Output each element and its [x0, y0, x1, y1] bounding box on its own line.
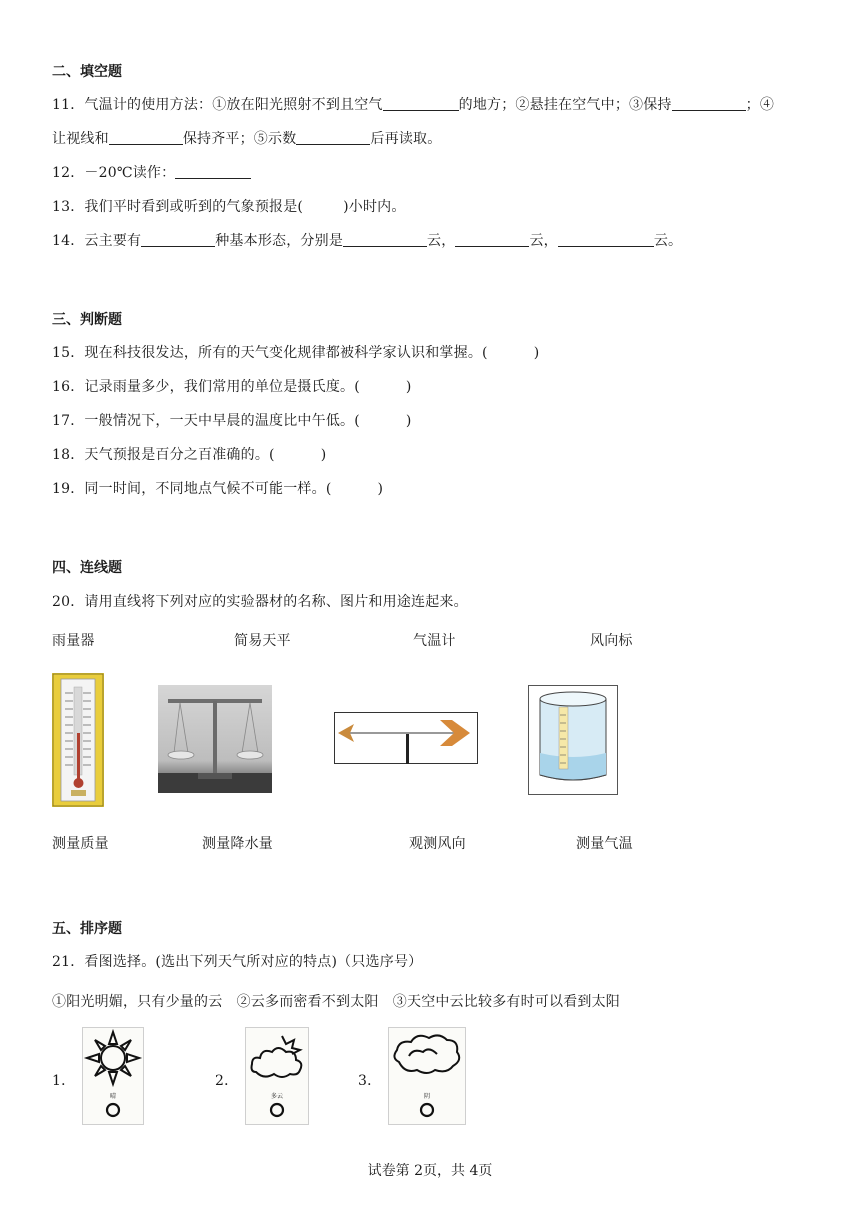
section-title-true-false: 三、判断题 [52, 312, 122, 328]
answer-blank[interactable] [455, 233, 529, 247]
question-number: 13． [52, 199, 85, 215]
question-11-line1 [52, 94, 774, 114]
page-footer: 试卷第 2页，共 4页 [367, 1163, 493, 1179]
match-use-precipitation[interactable]: 测量降水量 [202, 836, 273, 852]
question-text: 看图选择。(选出下列天气所对应的特点)（只选序号） [84, 954, 423, 970]
match-name-wind-vane[interactable]: 风向标 [590, 633, 633, 649]
paren-close: ) [405, 413, 412, 429]
picture-number-2: 2． [215, 1073, 239, 1089]
question-number: 19． [52, 481, 85, 497]
question-text: 记录雨量多少，我们常用的单位是摄氏度。( [84, 379, 360, 395]
question-text: )小时内。 [343, 199, 406, 215]
thermometer-image[interactable] [52, 673, 104, 807]
question-12 [52, 162, 251, 182]
partly-cloudy-caption: 多云 [270, 1093, 284, 1100]
question-number: 12． [52, 165, 85, 181]
sunny-caption: 晴 [109, 1093, 117, 1100]
question-text: 请用直线将下列对应的实验器材的名称、图片和用途连起来。 [84, 594, 468, 610]
question-18 [52, 444, 326, 464]
question-number: 21． [52, 954, 85, 970]
question-11-line2 [52, 128, 441, 148]
answer-blank[interactable] [296, 131, 370, 145]
question-text: ；④ [745, 97, 775, 113]
question-text: 云主要有 [84, 233, 142, 249]
question-17 [52, 410, 412, 430]
question-19 [52, 478, 383, 498]
answer-blank[interactable] [558, 233, 654, 247]
question-15 [52, 342, 539, 362]
question-text: 我们平时看到或听到的气象预报是( [84, 199, 304, 215]
question-text: 云， [529, 233, 558, 249]
rain-gauge-image[interactable] [528, 685, 618, 795]
question-number: 11． [52, 97, 85, 113]
match-name-thermometer[interactable]: 气温计 [413, 633, 456, 649]
question-number: 14． [52, 233, 85, 249]
match-use-temperature[interactable]: 测量气温 [576, 836, 633, 852]
question-text: 一般情况下，一天中早晨的温度比中午低。( [84, 413, 360, 429]
question-number: 15． [52, 345, 85, 361]
question-number: 20． [52, 594, 85, 610]
balance-image[interactable] [158, 685, 272, 793]
weather-options: ①阳光明媚，只有少量的云 ②云多而密看不到太阳 ③天空中云比较多有时可以看到太阳 [52, 994, 620, 1010]
question-text: 后再读取。 [370, 131, 442, 147]
question-text: 保持齐平；⑤示数 [182, 131, 297, 147]
question-21 [52, 951, 422, 971]
match-name-rain-gauge[interactable]: 雨量器 [52, 633, 95, 649]
question-text: －20℃读作： [84, 165, 176, 181]
answer-blank[interactable] [141, 233, 215, 247]
question-16 [52, 376, 412, 396]
wind-vane-image[interactable] [334, 712, 478, 764]
sunny-weather-image[interactable] [82, 1027, 144, 1125]
question-text: 气温计的使用方法：①放在阳光照射不到且空气 [84, 97, 383, 113]
section-title-matching: 四、连线题 [52, 560, 122, 576]
question-text: 让视线和 [52, 131, 109, 147]
question-number: 18． [52, 447, 85, 463]
cloudy-weather-image[interactable] [388, 1027, 466, 1125]
picture-number-1: 1． [52, 1073, 76, 1089]
paren-close: ) [320, 447, 327, 463]
question-text: 云。 [653, 233, 683, 249]
paren-close: ) [405, 379, 412, 395]
cloudy-caption: 阴 [423, 1093, 431, 1100]
question-number: 17． [52, 413, 85, 429]
question-text: 的地方；②悬挂在空气中；③保持 [458, 97, 672, 113]
question-13 [52, 196, 406, 216]
question-text: 天气预报是百分之百准确的。( [84, 447, 275, 463]
paren-close: ) [533, 345, 540, 361]
question-number: 16． [52, 379, 85, 395]
section-title-ordering: 五、排序题 [52, 921, 122, 937]
paren-close: ) [377, 481, 384, 497]
answer-blank[interactable] [383, 97, 459, 111]
question-20 [52, 591, 468, 611]
match-use-wind-direction[interactable]: 观测风向 [409, 836, 466, 852]
question-14 [52, 230, 682, 250]
answer-blank[interactable] [672, 97, 746, 111]
match-name-simple-balance[interactable]: 简易天平 [234, 633, 291, 649]
picture-number-3: 3． [358, 1073, 382, 1089]
question-text: 云， [427, 233, 456, 249]
question-text: 同一时间，不同地点气候不可能一样。( [84, 481, 332, 497]
answer-blank[interactable] [109, 131, 183, 145]
question-text: 现在科技很发达，所有的天气变化规律都被科学家认识和掌握。( [84, 345, 488, 361]
question-text: 种基本形态，分别是 [215, 233, 344, 249]
match-use-mass[interactable]: 测量质量 [52, 836, 109, 852]
partly-cloudy-weather-image[interactable] [245, 1027, 309, 1125]
answer-blank[interactable] [343, 233, 427, 247]
answer-blank[interactable] [175, 165, 251, 179]
section-title-fill-blank: 二、填空题 [52, 64, 122, 80]
